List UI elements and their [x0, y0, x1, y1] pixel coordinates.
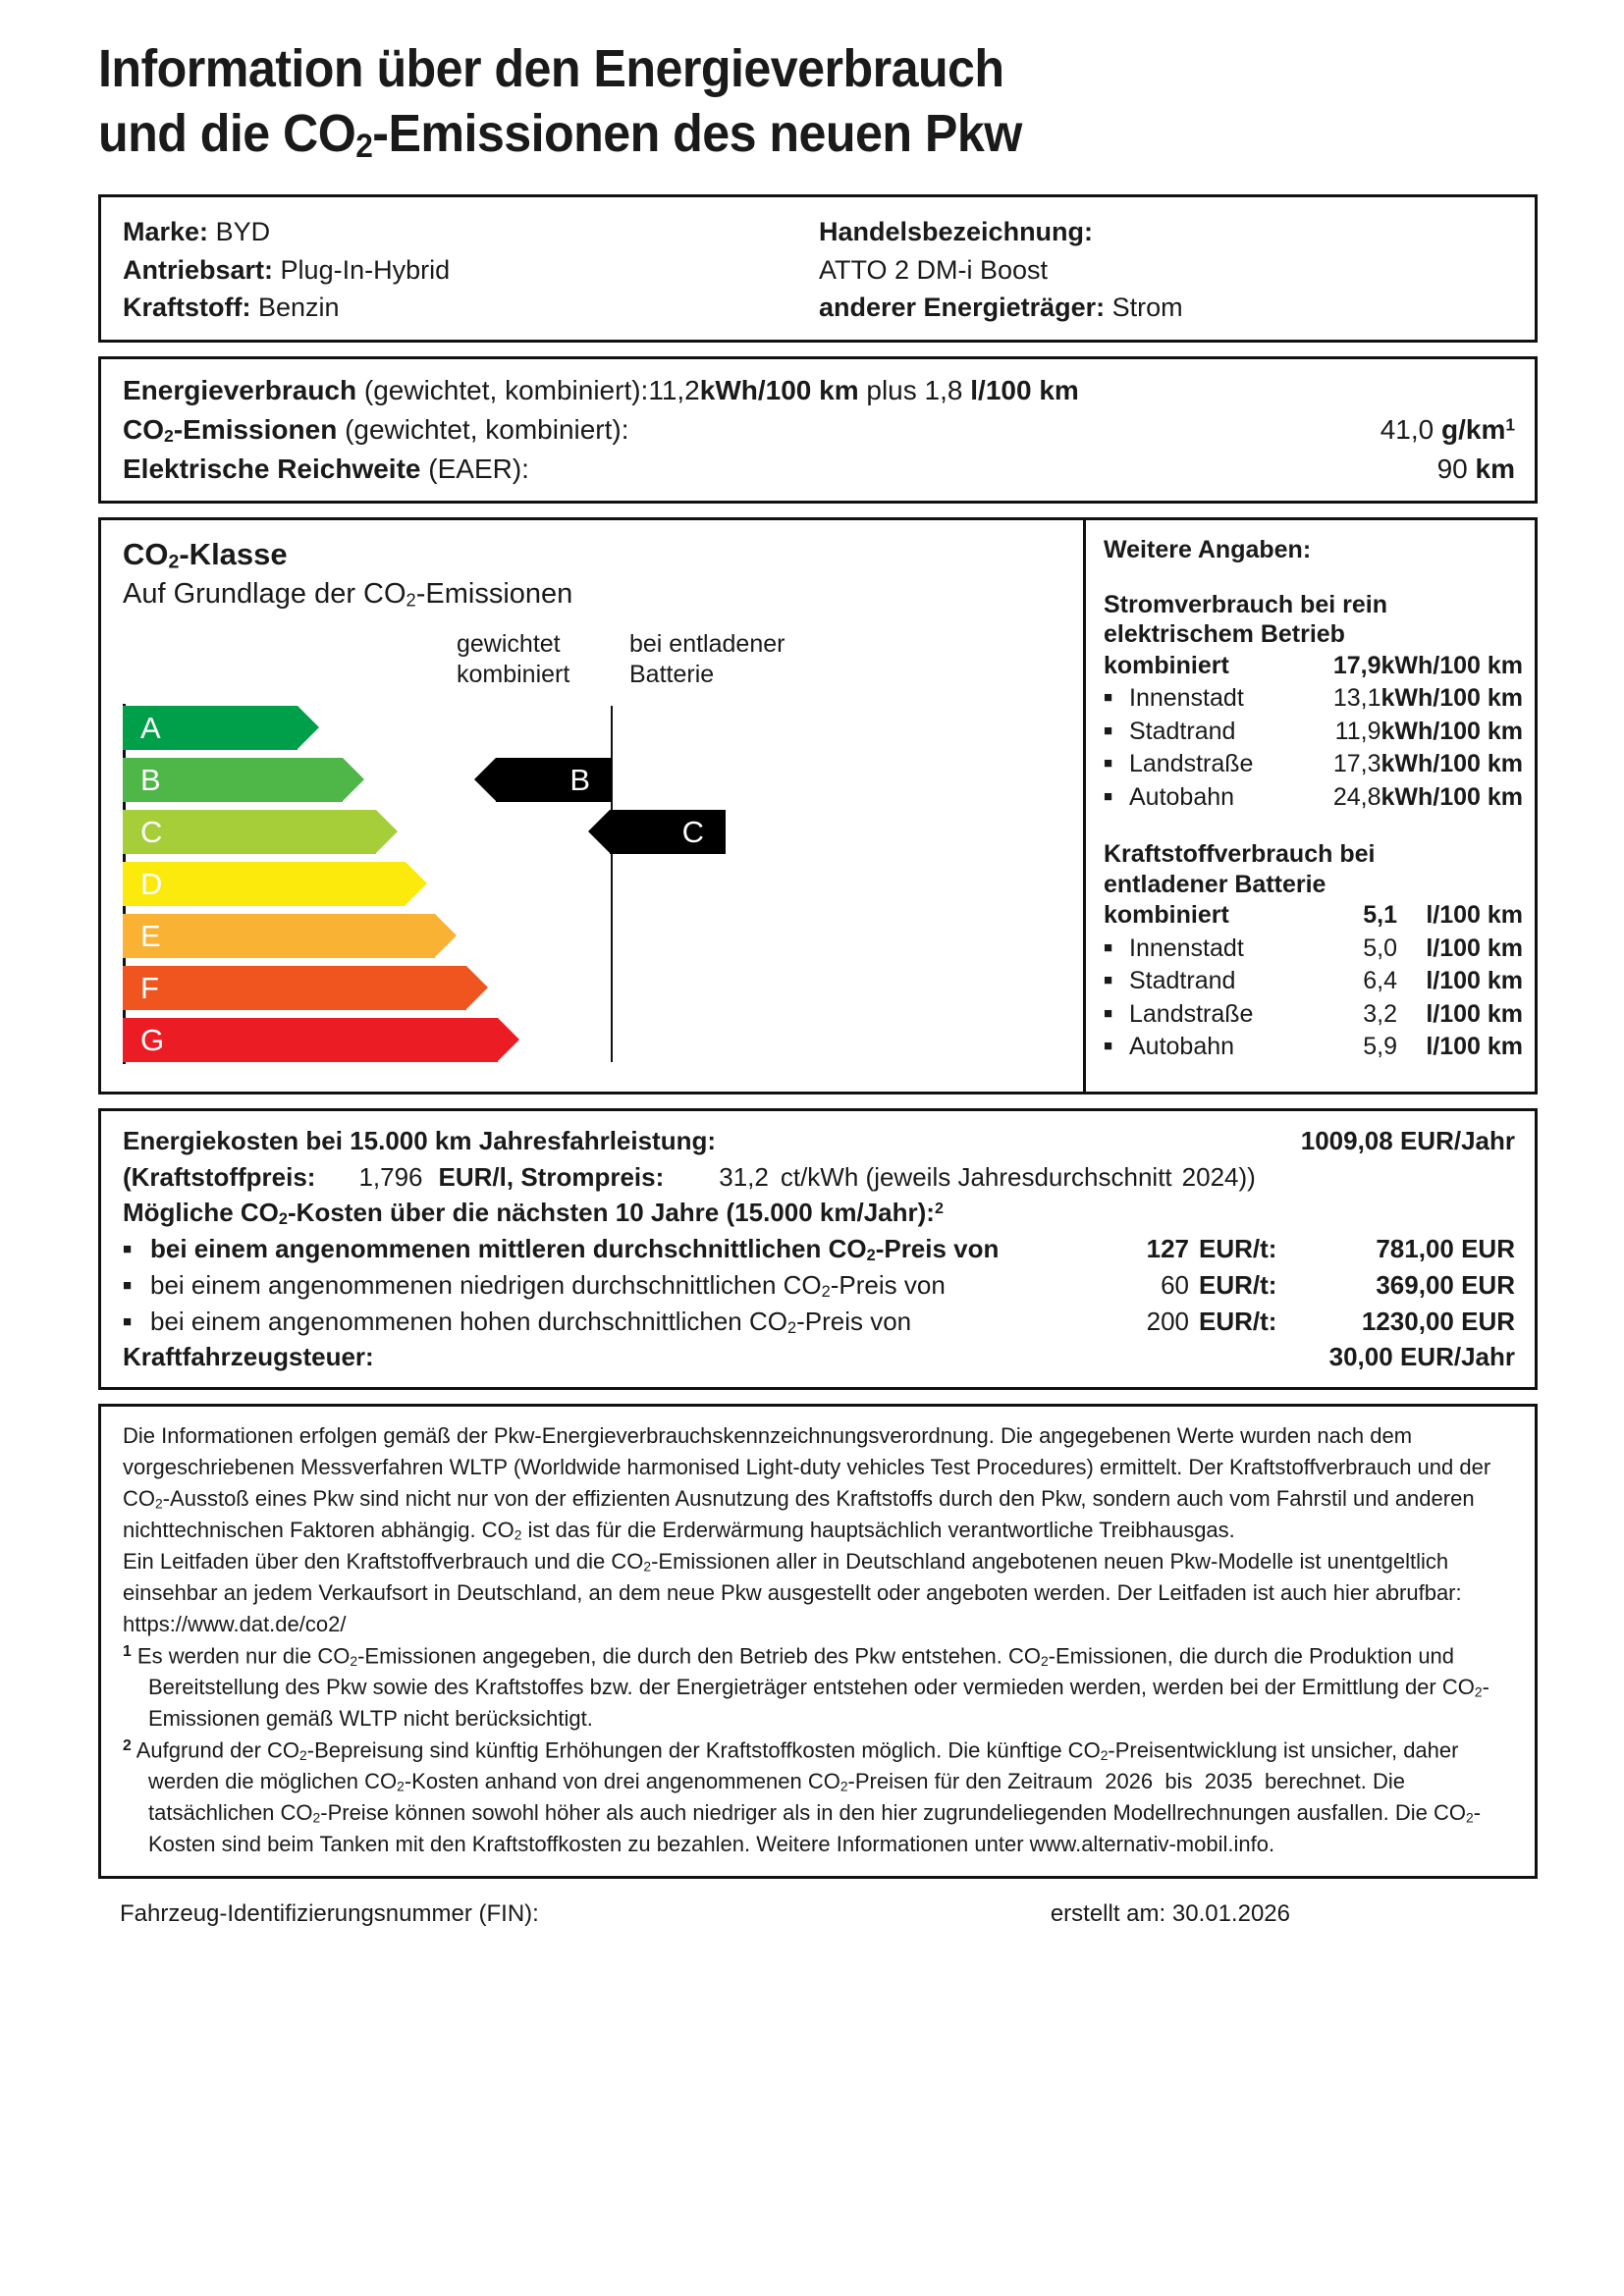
antriebsart-value: Plug-In-Hybrid — [280, 254, 451, 285]
electric-consumption-items — [1104, 682, 1523, 814]
efficiency-bar-letter: A — [140, 711, 161, 746]
electric-range-row — [123, 450, 1515, 489]
co2-cost-rows — [123, 1231, 1515, 1340]
class-marker-weighted — [496, 758, 612, 802]
co2-cost-row — [123, 1304, 1515, 1340]
price-assumption-row: (Kraftstoffpreis: 1,796 EUR/l, Strompreis: 31,2 ct/kWh (jeweils Jahresdurchschnitt 2024 )) — [123, 1161, 1256, 1192]
fuel-consumption-group — [1104, 839, 1523, 1064]
co2-emissions-label: $CO_2$-Emissionen (gewichtet, kombiniert): — [123, 414, 629, 447]
efficiency-bar-letter: F — [140, 971, 159, 1006]
fin-label: Fahrzeug-Identifizierungsnummer (FIN): — [120, 1900, 539, 1928]
co2-class-chart — [101, 520, 1083, 1092]
electric-consumption-item-label: Innenstadt — [1129, 684, 1244, 713]
bullet-icon: ■ — [1104, 755, 1113, 773]
additional-info-heading: Weitere Angaben: — [1104, 535, 1312, 563]
anderer-energietraeger-field — [819, 289, 1515, 326]
efficiency-bar-letter: D — [140, 867, 163, 902]
fuel-combined-row: kombiniert 5,1 l/100 km — [1104, 899, 1523, 933]
additional-info-panel — [1083, 520, 1535, 1092]
footnote-marker-2: 2 — [123, 1737, 132, 1755]
efficiency-bar-c — [123, 810, 376, 854]
fuel-consumption-item-unit: l/100 km — [1426, 999, 1523, 1028]
co2-subscript: 2 — [155, 1495, 163, 1512]
spacer — [1229, 899, 1363, 933]
co2-subscript: 2 — [821, 1282, 831, 1301]
electric-range-value: 90 km — [1436, 453, 1515, 484]
energy-cost-label: Energiekosten bei 15.000 km Jahresfahrleistung: — [123, 1126, 717, 1156]
co2-price-unit: EUR/t: — [1199, 1233, 1277, 1263]
energy-consumption-value: 11,2kWh/100 km plus 1,8 l/100 km — [648, 375, 1079, 406]
electric-consumption-item-unit: kWh/100 km — [1380, 750, 1523, 778]
efficiency-bar-e — [123, 914, 435, 958]
kraftstoff-label: Kraftstoff: — [123, 293, 251, 323]
footnote-marker-2: 2 — [934, 1199, 944, 1217]
electric-consumption-item-label: Autobahn — [1129, 782, 1235, 811]
handelsbezeichnung-value: ATTO 2 DM-i Boost — [819, 254, 1049, 285]
bullet-icon: ■ — [123, 1276, 133, 1294]
co2-cost-row-text: bei einem angenommenen mittleren durchschnittlichen $CO_2$-Preis von — [150, 1233, 1000, 1264]
bullet-icon: ■ — [1104, 972, 1113, 989]
co2-costs-heading: Mögliche $CO_2$-Kosten über die nächsten 10 Jahre (15.000 km/Jahr):$^2$ — [123, 1197, 944, 1228]
co2-cost-row-text: bei einem angenommenen hohen durchschnittlichen $CO_2$-Preis von — [150, 1306, 912, 1337]
co2-subscript: 2 — [312, 1809, 321, 1826]
page-title-line-1: Information über den Energieverbrauch — [98, 39, 1004, 98]
co2-class-title: $CO_2$-Klasse — [123, 536, 288, 573]
marke-field — [123, 213, 819, 250]
efficiency-bar-row-d — [123, 862, 1083, 906]
co2-subscript: 2 — [1465, 1809, 1474, 1826]
co2-subscript: 2 — [164, 426, 174, 447]
disclaimer-paragraph-2: Ein Leitfaden über den Kraftstoffverbrauch und die $CO_2$-Emissionen aller in Deutschland angebotenen neuen Pkw-Modelle ist unentgeltlich einsehbar an jedem Verkaufsort in Deutschland, an dem neue Pkw ausgestellt oder angeboten werden. Der Leitfaden ist auch hier abrufbar: https://www.dat.de/co2/ — [123, 1548, 1462, 1636]
class-marker-letter: B — [569, 763, 590, 798]
fuel-consumption-item-label: Landstraße — [1129, 999, 1254, 1028]
vehicle-identification-box — [98, 194, 1538, 343]
co2-cost-row — [123, 1231, 1515, 1267]
fuel-consumption-item-label: Stadtrand — [1129, 967, 1236, 995]
electric-consumption-item — [1104, 748, 1523, 781]
efficiency-bar-g — [123, 1018, 498, 1062]
co2-subscript: 2 — [355, 127, 373, 165]
electric-consumption-item-unit: kWh/100 km — [1380, 684, 1523, 713]
energy-cost-row — [123, 1123, 1515, 1158]
class-marker-letter: C — [681, 815, 704, 850]
marke-label: Marke: — [123, 217, 209, 247]
co2-subscript: 2 — [397, 1778, 405, 1794]
co2-subscript: 2 — [168, 551, 180, 573]
electric-consumption-item-value: 24,8 — [1332, 782, 1381, 811]
co2-price-value: 127 — [1146, 1233, 1189, 1263]
anderer-energietraeger-label: anderer Energieträger: — [819, 293, 1106, 323]
bullet-icon: ■ — [1104, 1004, 1113, 1022]
electric-range-label: Elektrische Reichweite (EAER): — [123, 453, 529, 484]
fuel-consumption-item-label: Autobahn — [1129, 1033, 1235, 1061]
fuel-consumption-items — [1104, 933, 1523, 1064]
efficiency-bar-row-a — [123, 706, 1083, 750]
efficiency-bar-d — [123, 862, 406, 906]
electric-consumption-item-unit: kWh/100 km — [1380, 782, 1523, 811]
co2-subscript: 2 — [406, 588, 416, 610]
electric-consumption-item — [1104, 781, 1523, 815]
co2-price-unit: EUR/t: — [1199, 1269, 1277, 1300]
antriebsart-label: Antriebsart: — [123, 254, 274, 285]
bullet-icon: ■ — [123, 1240, 133, 1257]
co2-class-subtitle: Auf Grundlage der $CO_2$-Emissionen — [123, 577, 573, 610]
created-on: erstellt am: 30.01.2026 — [1050, 1900, 1290, 1928]
co2-subscript: 2 — [786, 1318, 797, 1337]
fuel-consumption-item-label: Innenstadt — [1129, 934, 1244, 962]
co2-emissions-row — [123, 410, 1515, 450]
co2-subscript: 2 — [1100, 1746, 1109, 1763]
energy-cost-value: 1009,08 EUR/Jahr — [1300, 1126, 1515, 1156]
leitfaden-url[interactable]: https://www.dat.de/co2/ — [123, 1611, 347, 1636]
co2-subscript: 2 — [299, 1746, 307, 1763]
page-title-line-2: und die $CO_2$-Emissionen des neuen Pkw — [98, 103, 1022, 165]
co2-price-value: 60 — [1161, 1269, 1189, 1300]
handelsbezeichnung-field — [819, 213, 1515, 250]
co2-emissions-value: 41,0 g/km$^1$ — [1380, 414, 1515, 446]
electric-consumption-item-value: 13,1 — [1332, 684, 1381, 713]
fuel-consumption-item-unit: l/100 km — [1426, 1033, 1523, 1061]
handelsbezeichnung-label: Handelsbezeichnung: — [819, 217, 1094, 247]
co2-subscript: 2 — [350, 1652, 358, 1669]
co2-subscript: 2 — [1474, 1683, 1483, 1700]
footnote-1: $^1$ Es werden nur die $CO_2$-Emissionen angegeben, die durch den Betrieb des Pkw entstehen. $CO_2$-Emissionen, die durch die Produktion und Bereitstellung des Pkw sowie des Kraftstoffes bzw. der Energieträger entstehen oder vermieden werden, werden bei der Ermittlung der $CO_2$-Emissionen gemäß WLTP nicht berücksichtigt. — [123, 1642, 1489, 1732]
marke-value: BYD — [215, 217, 271, 247]
electric-consumption-item-label: Stadtrand — [1129, 717, 1236, 745]
bullet-icon: ■ — [1104, 787, 1113, 805]
electric-consumption-group — [1104, 590, 1523, 815]
energy-consumption-row — [123, 371, 1515, 410]
class-marker-discharged — [610, 810, 726, 854]
footnote-marker-1: 1 — [1505, 414, 1515, 435]
fuel-consumption-item-value: 5,9 — [1363, 1033, 1397, 1061]
co2-cost-row — [123, 1267, 1515, 1304]
fuel-consumption-item-value: 6,4 — [1363, 967, 1397, 995]
co2-cost-amount: 781,00 EUR — [1376, 1233, 1515, 1263]
electric-consumption-item — [1104, 682, 1523, 716]
efficiency-bar-row-g — [123, 1018, 1083, 1062]
co2-cost-amount: 1230,00 EUR — [1361, 1306, 1515, 1336]
footer — [98, 1895, 1538, 1928]
efficiency-bar-row-f — [123, 966, 1083, 1010]
ident-row-3 — [123, 289, 1515, 326]
vehicle-tax-label: Kraftfahrzeugsteuer: — [123, 1342, 374, 1372]
electric-consumption-item — [1104, 716, 1523, 749]
co2-subscript: 2 — [643, 1558, 652, 1575]
handelsbezeichnung-value-wrap — [819, 251, 1515, 289]
vehicle-tax-row — [123, 1339, 1515, 1374]
efficiency-bar-letter: G — [140, 1023, 165, 1058]
kraftstoff-value: Benzin — [258, 293, 340, 323]
bullet-icon: ■ — [1104, 1038, 1113, 1055]
electric-consumption-item-unit: kWh/100 km — [1380, 717, 1523, 745]
electric-combined-row: kombiniert 17,9 kWh/100 km — [1104, 650, 1523, 683]
bullet-icon: ■ — [1104, 938, 1113, 956]
bullet-icon: ■ — [1104, 721, 1113, 739]
co2-price-unit: EUR/t: — [1199, 1306, 1277, 1336]
anderer-energietraeger-value: Strom — [1111, 293, 1183, 323]
fuel-consumption-item — [1104, 1031, 1523, 1064]
co2-subscript: 2 — [514, 1526, 522, 1543]
electric-consumption-item-label: Landstraße — [1129, 750, 1254, 778]
ident-row-1 — [123, 213, 1515, 250]
spacer — [539, 1900, 1051, 1928]
footnote-marker-1: 1 — [123, 1642, 132, 1660]
antriebsart-field — [123, 251, 819, 289]
efficiency-bar-letter: C — [140, 815, 163, 850]
spacer — [1104, 814, 1523, 839]
fuel-consumption-item — [1104, 933, 1523, 966]
kraftstoff-field — [123, 289, 819, 326]
fuel-consumption-item-unit: l/100 km — [1426, 967, 1523, 995]
costs-box — [98, 1108, 1538, 1390]
chart-column-headers — [123, 629, 1083, 704]
disclaimer-paragraph-1: Die Informationen erfolgen gemäß der Pkw-Energieverbrauchskennzeichnungsverordnung. Die angegebenen Werte wurden nach dem vorgeschriebenen Messverfahren WLTP (Worldwide harmonised Light-duty vehicles Test Procedures) ermittelt. Der Kraftstoffverbrauch und der $CO_2$-Ausstoß eines Pkw sind nicht nur von der effizienten Ausnutzung des Kraftstoffs durch den Pkw, sondern auch vom Fahrstil und anderen nichttechnischen Faktoren abhängig. $CO_2$ ist das für die Erderwärmung hauptsächlich verantwortliche Treibhausgas. — [123, 1422, 1491, 1543]
electric-consumption-item-value: 11,9 — [1334, 717, 1381, 745]
consumption-summary-box — [98, 356, 1538, 503]
fuel-consumption-item — [1104, 998, 1523, 1032]
co2-cost-row-text: bei einem angenommenen niedrigen durchschnittlichen $CO_2$-Preis von — [150, 1269, 946, 1301]
co2-subscript: 2 — [866, 1246, 876, 1264]
column-header-weighted: gewichtet kombiniert — [457, 630, 570, 688]
vehicle-tax-value: 30,00 EUR/Jahr — [1328, 1342, 1515, 1372]
fuel-consumption-item-value: 3,2 — [1363, 999, 1397, 1028]
fuel-consumption-item — [1104, 965, 1523, 998]
fuel-consumption-item-unit: l/100 km — [1426, 934, 1523, 962]
footnote-2: $^2$ Aufgrund der $CO_2$-Bepreisung sind künftig Erhöhungen der Kraftstoffkosten möglich. Die künftige $CO_2$-Preisentwicklung ist unsicher, daher werden die möglichen $CO_2$-Kosten anhand von drei angenommenen $CO_2$-Preisen für den Zeitraum 2026 bis 2035 berechnet. Die tatsächlichen $CO_2$-Preise können sowohl höher als auch niedriger als in den hier zugrundeliegenden Modellrechnungen ausfallen. Die $CO_2$-Kosten sind beim Tanken mit den Kraftstoffkosten zu bezahlen. Weitere Informationen unter www.alternativ-mobil.info. — [123, 1737, 1482, 1857]
column-header-discharged: bei entladener Batterie — [629, 630, 785, 688]
electric-consumption-item-value: 17,3 — [1332, 750, 1381, 778]
disclaimer-box — [98, 1404, 1538, 1880]
efficiency-bar-letter: B — [140, 763, 161, 798]
co2-subscript: 2 — [1040, 1652, 1049, 1669]
ident-row-2 — [123, 251, 1515, 289]
electric-consumption-heading: Stromverbrauch bei rein elektrischem Betrieb — [1104, 590, 1387, 649]
co2-subscript: 2 — [278, 1209, 289, 1228]
fuel-consumption-heading: Kraftstoffverbrauch bei entladener Batterie — [1104, 840, 1376, 898]
co2-class-box — [98, 517, 1538, 1095]
bullet-icon: ■ — [1104, 689, 1113, 707]
co2-cost-amount: 369,00 EUR — [1376, 1269, 1515, 1300]
efficiency-bar-b — [123, 758, 343, 802]
efficiency-bar-row-e — [123, 914, 1083, 958]
bullet-icon: ■ — [123, 1312, 133, 1330]
efficiency-bars — [123, 706, 1083, 1062]
co2-subscript: 2 — [839, 1778, 848, 1794]
fuel-consumption-item-value: 5,0 — [1363, 934, 1397, 962]
efficiency-bar-f — [123, 966, 466, 1010]
efficiency-bar-letter: E — [140, 919, 161, 954]
co2-price-value: 200 — [1146, 1306, 1189, 1336]
efficiency-bar-a — [123, 706, 298, 750]
page-title — [98, 37, 1436, 167]
energy-consumption-label: Energieverbrauch (gewichtet, kombiniert): — [123, 375, 649, 406]
spacer — [1229, 650, 1333, 683]
